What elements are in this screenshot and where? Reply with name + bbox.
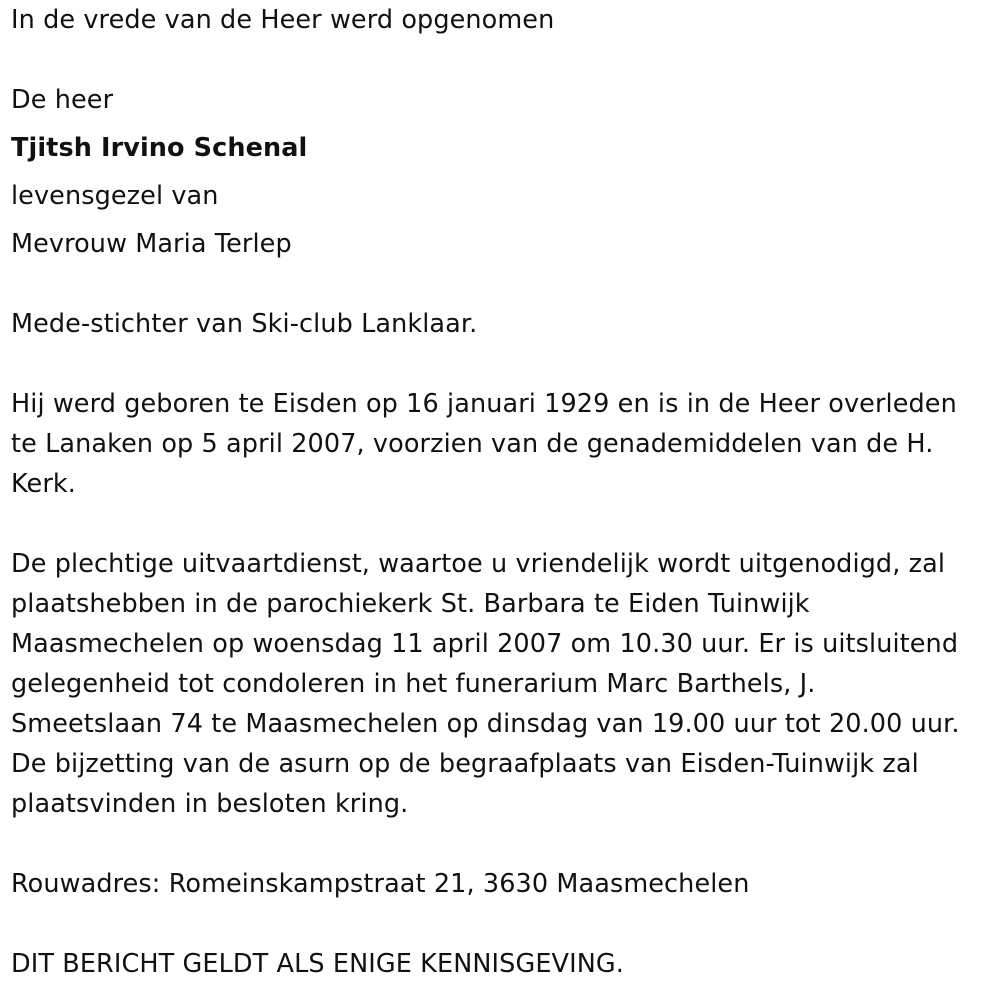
paragraph-line: plaatshebben in de parochiekerk St. Barbara te Eiden Tuinwijk (11, 589, 810, 619)
notice-line: DIT BERICHT GELDT ALS ENIGE KENNISGEVING. (11, 949, 624, 979)
obituary-document (11, 0, 996, 984)
service-paragraph (11, 544, 996, 824)
intro-line: In de vrede van de Heer werd opgenomen (11, 5, 555, 35)
paragraph-line: Hij werd geboren te Eisden op 16 januari 1929 en is in de Heer overleden (11, 389, 957, 419)
paragraph-line: Smeetslaan 74 te Maasmechelen op dinsdag van 19.00 uur tot 20.00 uur. (11, 709, 960, 739)
paragraph-line: gelegenheid tot condoleren in het funerarium Marc Barthels, J. (11, 669, 816, 699)
paragraph-line: De bijzetting van de asurn op de begraafplaats van Eisden-Tuinwijk zal (11, 749, 919, 779)
relation-line: levensgezel van (11, 181, 219, 211)
partner-name: Mevrouw Maria Terlep (11, 229, 292, 259)
paragraph-line: Kerk. (11, 469, 76, 499)
paragraph-line: Maasmechelen op woensdag 11 april 2007 om 10.30 uur. Er is uitsluitend (11, 629, 959, 659)
paragraph-line: te Lanaken op 5 april 2007, voorzien van de genademiddelen van de H. (11, 429, 934, 459)
mourning-address: Rouwadres: Romeinskampstraat 21, 3630 Maasmechelen (11, 869, 750, 899)
deceased-name: Tjitsh Irvino Schenal (11, 133, 308, 163)
salutation: De heer (11, 85, 114, 115)
founder-line: Mede-stichter van Ski-club Lanklaar. (11, 309, 478, 339)
paragraph-line: plaatsvinden in besloten kring. (11, 789, 409, 819)
birth-death-paragraph (11, 384, 996, 504)
paragraph-line: De plechtige uitvaartdienst, waartoe u vriendelijk wordt uitgenodigd, zal (11, 549, 946, 579)
